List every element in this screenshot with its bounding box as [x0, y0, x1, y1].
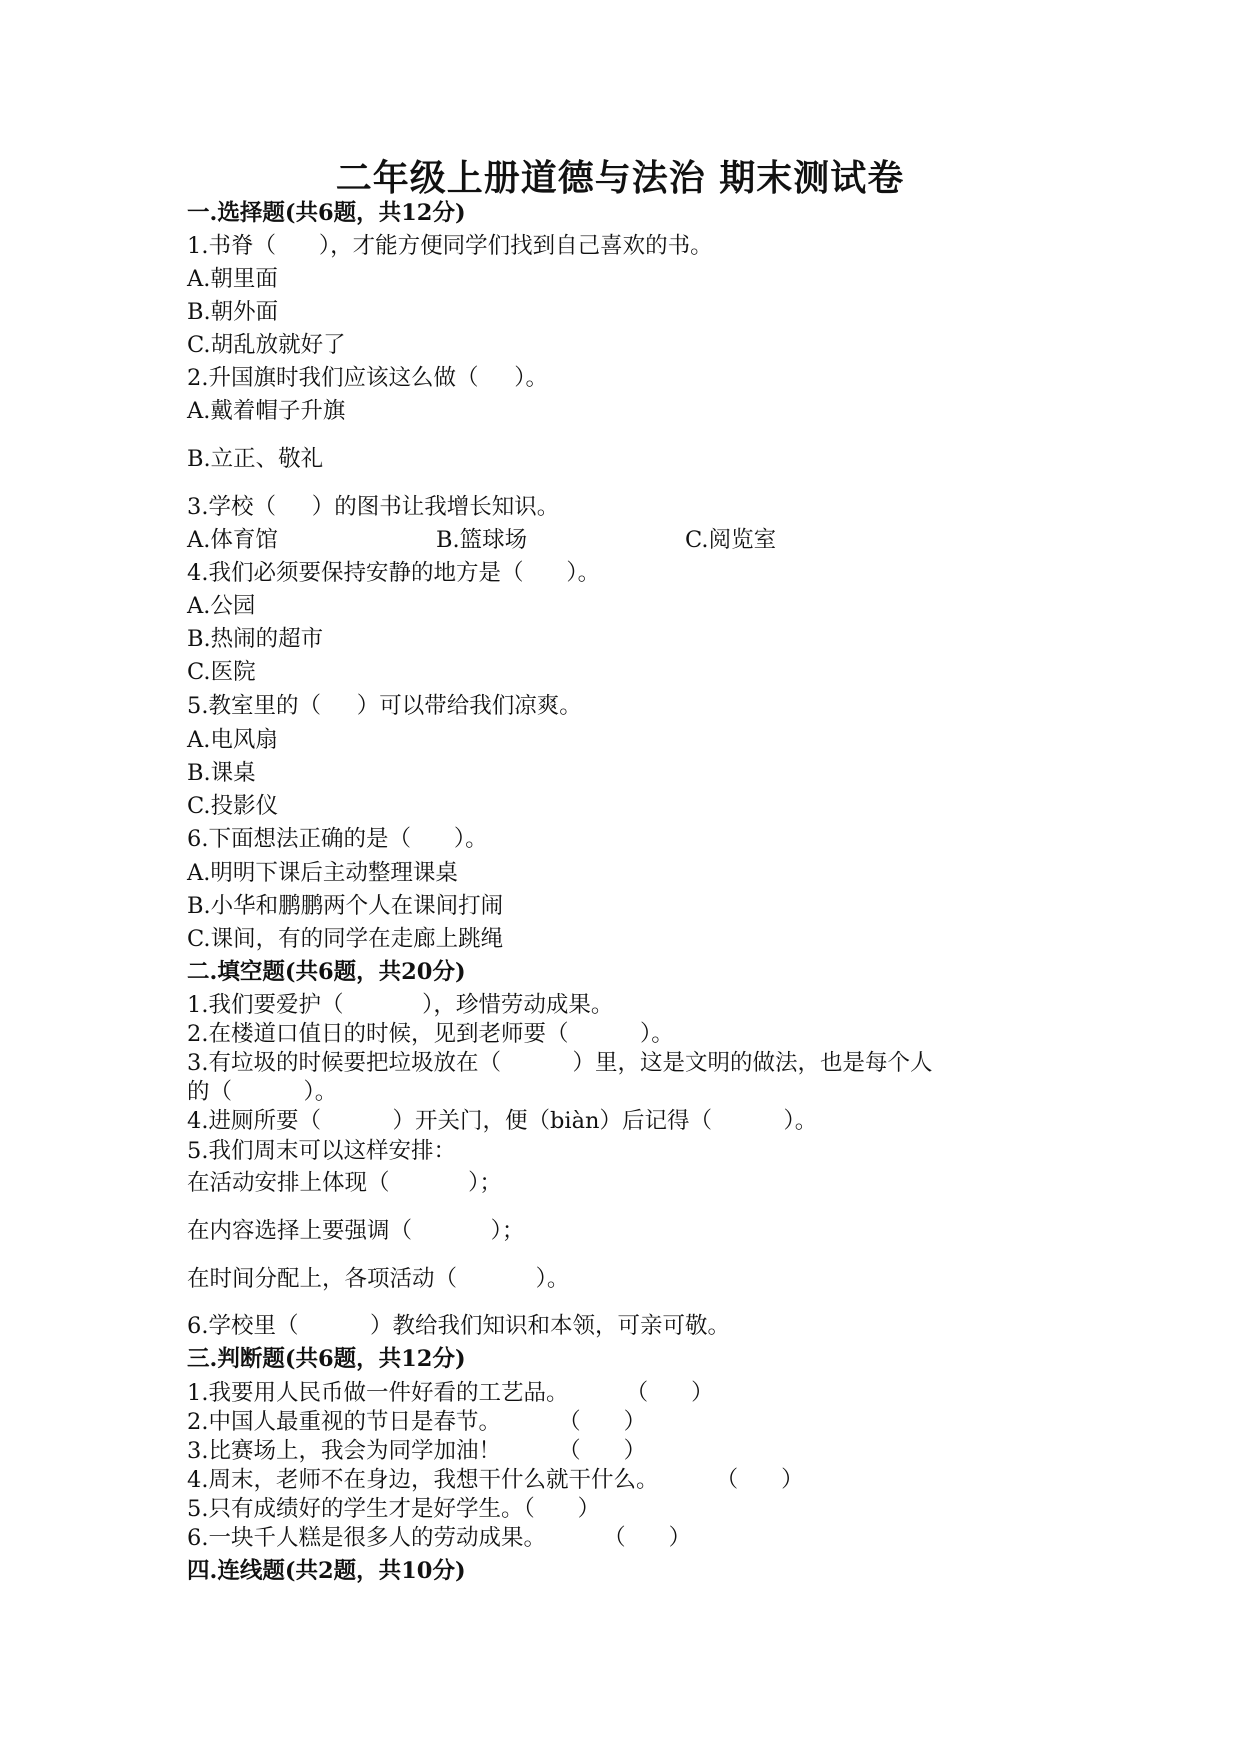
option-c: C.医院	[187, 659, 256, 685]
question-5-item: 在内容选择上要强调（ ）；	[187, 1218, 525, 1244]
question-1: 1.书脊（ ），才能方便同学们找到自己喜欢的书。	[187, 233, 713, 259]
option-a: A.戴着帽子升旗	[187, 398, 346, 424]
question-3: 3.有垃圾的时候要把垃圾放在（ ）里，这是文明的做法，也是每个人	[187, 1050, 933, 1076]
question-2: 2.升国旗时我们应该这么做（ ）。	[187, 365, 548, 391]
option-b: B.立正、敬礼	[187, 446, 324, 472]
option-c: C.阅览室	[685, 527, 777, 553]
option-b: B.篮球场	[436, 527, 528, 553]
question-4: 4.我们必须要保持安静的地方是（ ）。	[187, 560, 601, 586]
question-5-item: 在活动安排上体现（ ）；	[187, 1170, 502, 1196]
page-title: 二年级上册道德与法治 期末测试卷	[335, 157, 905, 199]
question-2: 2.在楼道口值日的时候，见到老师要（ ）。	[187, 1021, 674, 1047]
option-a: A.公园	[187, 593, 256, 619]
question-6: 6.学校里（ ）教给我们知识和本领，可亲可敬。	[187, 1313, 730, 1339]
option-b: B.课桌	[187, 760, 256, 786]
option-c: C.胡乱放就好了	[187, 332, 346, 358]
option-a: A.明明下课后主动整理课桌	[187, 860, 458, 886]
option-a: A.电风扇	[187, 727, 278, 753]
question-5: 5.只有成绩好的学生才是好学生。（ ）	[187, 1496, 601, 1522]
question-3: 3.比赛场上，我会为同学加油！ （ ）	[187, 1438, 647, 1464]
section-heading-choice: 一.选择题(共6题，共12分)	[187, 200, 466, 226]
question-6: 6.一块千人糕是很多人的劳动成果。 （ ）	[187, 1525, 692, 1551]
option-b: B.小华和鹏鹏两个人在课间打闹	[187, 893, 504, 919]
question-5: 5.我们周末可以这样安排：	[187, 1138, 456, 1164]
question-5-item: 在时间分配上，各项活动（ ）。	[187, 1266, 570, 1292]
question-1: 1.我要用人民币做一件好看的工艺品。 （ ）	[187, 1380, 714, 1406]
option-b: B.热闹的超市	[187, 626, 324, 652]
question-6: 6.下面想法正确的是（ ）。	[187, 826, 488, 852]
question-3-continued: 的（ ）。	[187, 1079, 338, 1105]
question-4: 4.进厕所要（ ）开关门，便（biàn）后记得（ ）。	[187, 1108, 818, 1134]
question-2: 2.中国人最重视的节日是春节。 （ ）	[187, 1409, 647, 1435]
option-c: C.课间，有的同学在走廊上跳绳	[187, 926, 504, 952]
question-4: 4.周末，老师不在身边，我想干什么就干什么。 （ ）	[187, 1467, 804, 1493]
section-heading-match: 四.连线题(共2题，共10分)	[187, 1558, 466, 1584]
section-heading-judge: 三.判断题(共6题，共12分)	[187, 1346, 466, 1372]
question-5: 5.教室里的（ ）可以带给我们凉爽。	[187, 693, 582, 719]
option-c: C.投影仪	[187, 793, 279, 819]
question-3: 3.学校（ ）的图书让我增长知识。	[187, 494, 560, 520]
option-a: A.朝里面	[187, 266, 278, 292]
option-a: A.体育馆	[187, 527, 278, 553]
question-1: 1.我们要爱护（ ），珍惜劳动成果。	[187, 992, 614, 1018]
option-b: B.朝外面	[187, 299, 279, 325]
section-heading-fill: 二.填空题(共6题，共20分)	[187, 959, 466, 985]
